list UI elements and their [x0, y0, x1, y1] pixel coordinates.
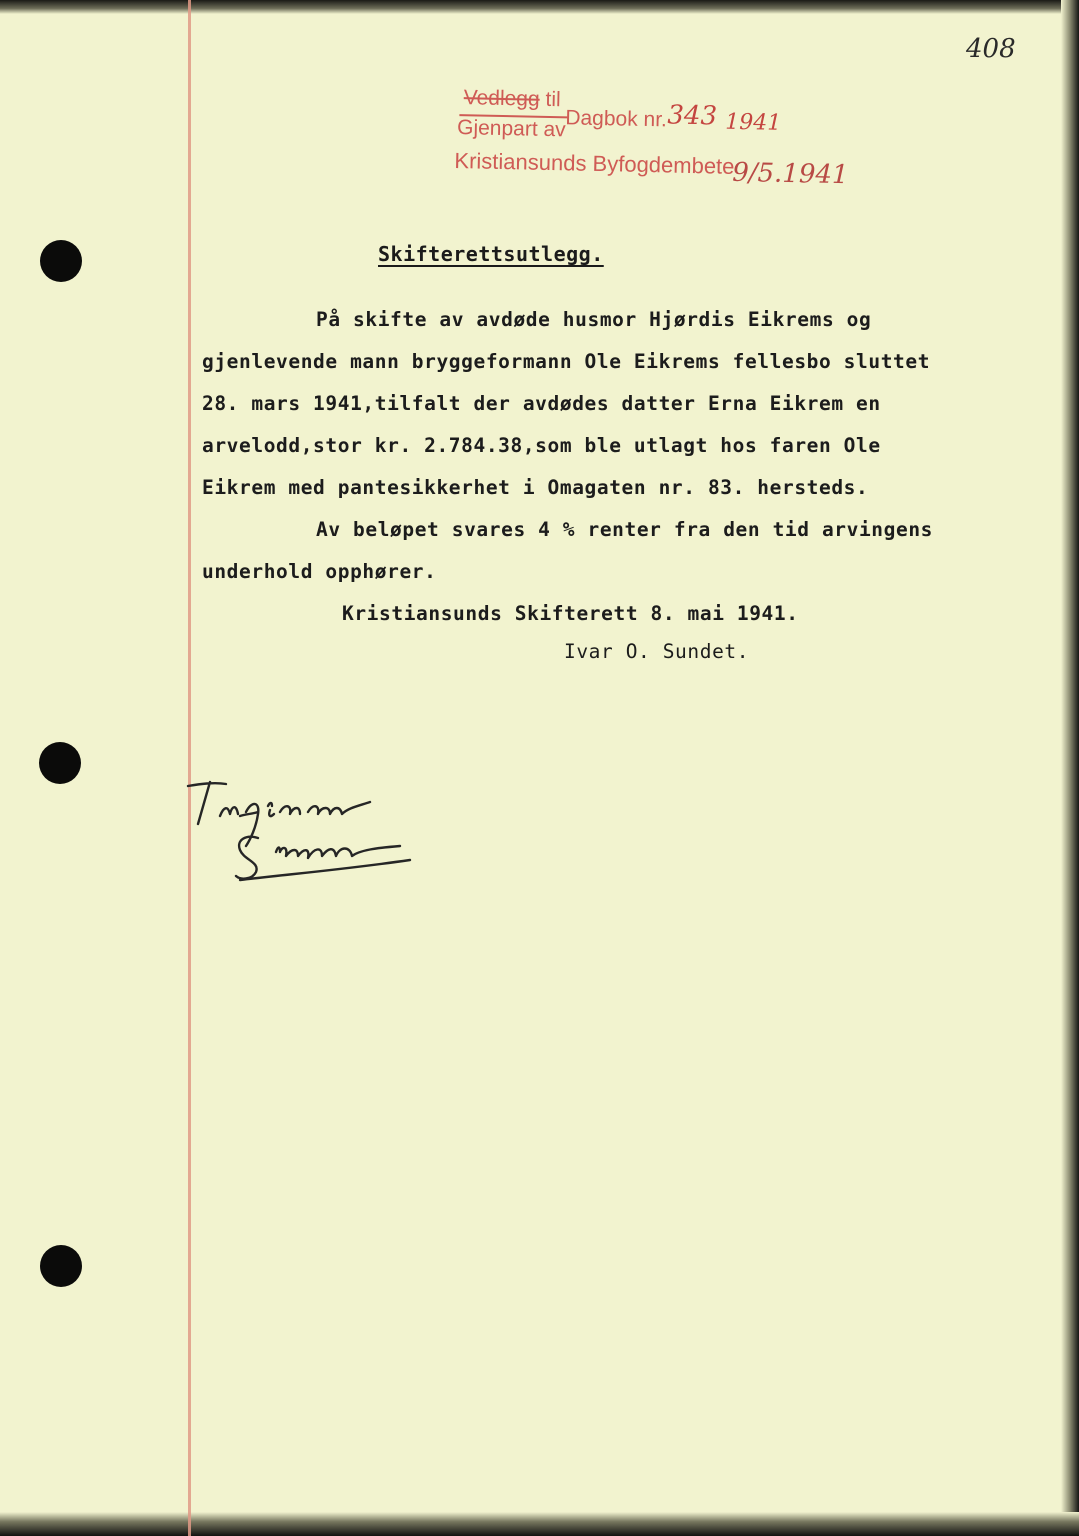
- body-line-4: arvelodd,stor kr. 2.784.38,som ble utlagt hos faren Ole: [202, 434, 881, 457]
- closing-place-date: Kristiansunds Skifterett 8. mai 1941.: [342, 602, 799, 625]
- handwritten-signature: [180, 776, 440, 896]
- stamp-dagbok-label: Dagbok nr.: [565, 106, 668, 132]
- body-line-7: underhold opphører.: [202, 560, 437, 583]
- closing-name: Ivar O. Sundet.: [564, 640, 750, 663]
- stamp-gjenpart: Gjenpart av: [456, 116, 566, 142]
- punch-hole-middle: [39, 742, 81, 784]
- body-line-6: Av beløpet svares 4 % renter fra den tid arvingens: [316, 518, 933, 541]
- document-title: Skifterettsutlegg.: [378, 242, 604, 266]
- body-line-5: Eikrem med pantesikkerhet i Omagaten nr. 83. hersteds.: [202, 476, 869, 499]
- body-line-2: gjenlevende mann bryggeformann Ole Eikrems fellesbo sluttet: [202, 350, 931, 373]
- stamp-line1: [463, 86, 560, 112]
- punch-hole-top: [40, 240, 82, 282]
- stamp-dagbok-number: 343: [667, 100, 718, 132]
- punch-hole-bottom: [40, 1245, 82, 1287]
- body-line-3: 28. mars 1941,tilfalt der avdødes datter Erna Eikrem en: [202, 392, 881, 415]
- body-line-1: På skifte av avdøde husmor Hjørdis Eikrems og: [316, 308, 872, 331]
- stamp-date: 9/5.1941: [731, 157, 849, 191]
- margin-line: [188, 0, 191, 1536]
- scan-edge-right: [1061, 0, 1079, 1536]
- scan-edge-top: [0, 0, 1079, 14]
- scan-edge-bottom: [0, 1512, 1079, 1536]
- stamp-year: 1941: [725, 109, 782, 136]
- stamp-til: til: [539, 87, 561, 112]
- stamp-office: Kristiansunds Byfogdembete: [454, 147, 735, 179]
- stamp-vedlegg-struck: Vedlegg: [463, 86, 540, 111]
- page-number: 408: [966, 34, 1016, 64]
